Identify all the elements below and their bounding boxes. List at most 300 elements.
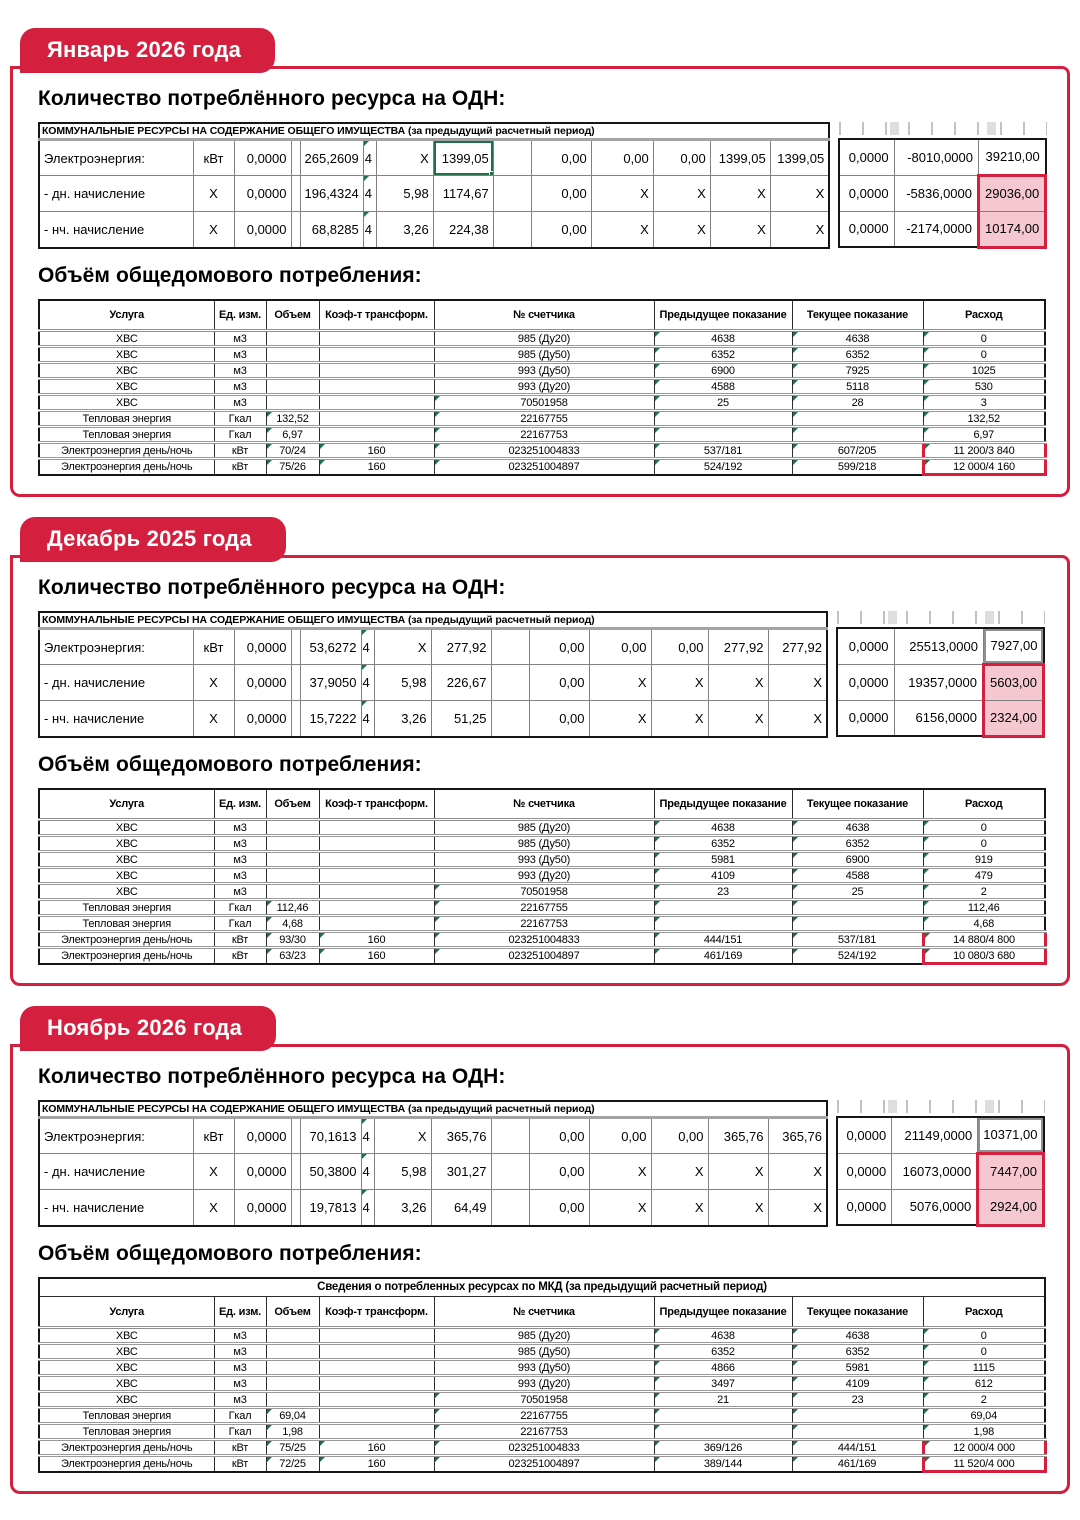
volume-cell: 4109: [654, 868, 792, 884]
odn-cell: 1399,05: [770, 140, 829, 176]
volume-cell: Тепловая энергия: [39, 427, 214, 443]
volume-cell: Тепловая энергия: [39, 1408, 214, 1424]
volume-cell: м3: [214, 1392, 266, 1408]
odn-cell: 4: [361, 701, 374, 737]
odn-right-cell: 39210,00: [978, 139, 1045, 175]
volume-cell: [319, 1408, 434, 1424]
volume-cell: 993 (Ду20): [434, 1376, 654, 1392]
volume-cell: 23: [792, 1392, 923, 1408]
volume-title: Объём общедомового потребления:: [38, 1241, 422, 1265]
volume-cell: 14 880/4 800: [923, 932, 1045, 948]
odn-right-cell: 29036,00: [978, 175, 1045, 211]
volume-cell: ХВС: [39, 395, 214, 411]
odn-cell: 265,2609: [300, 140, 363, 176]
odn-cell: [491, 665, 529, 701]
volume-cell: 369/126: [654, 1440, 792, 1456]
volume-row: [39, 1440, 1045, 1456]
gridline-ticks: [839, 122, 1047, 135]
volume-cell: 5981: [792, 1360, 923, 1376]
volume-row: [39, 916, 1045, 932]
volume-row: [39, 427, 1045, 443]
odn-cell: 1399,05: [710, 140, 770, 176]
odn-cell: 365,76: [768, 1118, 827, 1154]
volume-cell: 444/151: [654, 932, 792, 948]
volume-cell: ХВС: [39, 820, 214, 836]
volume-cell: [319, 820, 434, 836]
volume-cell: [266, 395, 319, 411]
odn-right-cell: 25513,0000: [894, 628, 983, 664]
odn-cell: [491, 701, 529, 737]
volume-cell: Электроэнергия день/ночь: [39, 932, 214, 948]
odn-cell: [291, 665, 300, 701]
volume-row: [39, 948, 1045, 964]
odn-right-cell: 0,0000: [839, 211, 894, 247]
odn-right-cell: 0,0000: [839, 139, 894, 175]
odn-cell: X: [589, 701, 651, 737]
odn-cell: 226,67: [431, 665, 491, 701]
volume-header-row: [39, 300, 1045, 331]
odn-cell: 68,8285: [300, 212, 363, 248]
volume-header-cell: № счетчика: [434, 789, 654, 820]
odn-cell: 277,92: [431, 629, 491, 665]
volume-header-cell: Текущее показание: [792, 300, 923, 331]
volume-cell: 160: [319, 1456, 434, 1472]
volume-cell: м3: [214, 836, 266, 852]
odn-cell: 196,4324: [300, 176, 363, 212]
volume-cell: [319, 395, 434, 411]
odn-cell: - нч. начисление: [39, 212, 193, 248]
volume-row: [39, 820, 1045, 836]
volume-cell: [319, 363, 434, 379]
odn-cell: 70,1613: [300, 1118, 361, 1154]
volume-cell: 6900: [792, 852, 923, 868]
volume-cell: [266, 836, 319, 852]
volume-row: [39, 900, 1045, 916]
odn-cell: X: [768, 701, 827, 737]
odn-right-cell: 6156,0000: [894, 700, 983, 736]
volume-cell: [319, 916, 434, 932]
odn-cell: [291, 629, 300, 665]
volume-cell: 985 (Ду20): [434, 331, 654, 347]
odn-right-row: [837, 1189, 1044, 1225]
volume-header-cell: № счетчика: [434, 1297, 654, 1328]
volume-cell: 023251004897: [434, 948, 654, 964]
volume-cell: 2: [923, 1392, 1045, 1408]
gridline-ticks: [837, 611, 1045, 624]
odn-cell: X: [193, 1154, 234, 1190]
volume-cell: ХВС: [39, 1392, 214, 1408]
odn-title: Количество потреблённого ресурса на ОДН:: [38, 87, 506, 110]
odn-cell: X: [708, 1154, 768, 1190]
volume-cell: [792, 1424, 923, 1440]
odn-cell: - дн. начисление: [39, 1154, 193, 1190]
odn-cell: 19,7813: [300, 1190, 361, 1226]
volume-cell: 160: [319, 1440, 434, 1456]
volume-cell: 69,04: [923, 1408, 1045, 1424]
odn-cell: 4: [361, 1118, 374, 1154]
odn-cell: 5,98: [376, 176, 433, 212]
odn-cell: 4: [361, 1154, 374, 1190]
volume-cell: [266, 1360, 319, 1376]
odn-right-cell: 0,0000: [837, 664, 894, 700]
odn-right-cell: 0,0000: [837, 1117, 892, 1153]
odn-cell: [291, 701, 300, 737]
odn-cell: 0,0000: [234, 701, 291, 737]
odn-cell: Электроэнергия:: [39, 1118, 193, 1154]
volume-cell: [319, 411, 434, 427]
volume-cell: 389/144: [654, 1456, 792, 1472]
volume-cell: 12 000/4 000: [923, 1440, 1045, 1456]
odn-cell: X: [193, 176, 234, 212]
volume-cell: 4638: [792, 820, 923, 836]
odn-right-cell: 0,0000: [837, 700, 894, 736]
volume-header-cell: Коэф-т трансформ.: [319, 300, 434, 331]
volume-cell: 985 (Ду20): [434, 1328, 654, 1344]
odn-header-row: [39, 1101, 827, 1118]
volume-cell: [792, 900, 923, 916]
volume-cell: Тепловая энергия: [39, 411, 214, 427]
period-section: [10, 1006, 1070, 1494]
volume-cell: 6352: [654, 347, 792, 363]
odn-cell: X: [710, 176, 770, 212]
volume-cell: 537/181: [654, 443, 792, 459]
odn-row: [39, 665, 827, 701]
odn-cell: 3,26: [374, 1190, 431, 1226]
volume-cell: [319, 347, 434, 363]
volume-row: [39, 852, 1045, 868]
volume-header-cell: Услуга: [39, 1297, 214, 1328]
odn-right-cell: -8010,0000: [894, 139, 978, 175]
volume-cell: 6,97: [266, 427, 319, 443]
volume-header-cell: Объем: [266, 789, 319, 820]
volume-cell: 6,97: [923, 427, 1045, 443]
volume-cell: [319, 868, 434, 884]
odn-cell: кВт: [193, 629, 234, 665]
volume-cell: 63/23: [266, 948, 319, 964]
volume-cell: 993 (Ду20): [434, 868, 654, 884]
volume-cell: 4638: [792, 1328, 923, 1344]
volume-cell: Электроэнергия день/ночь: [39, 948, 214, 964]
odn-cell: [493, 140, 531, 176]
volume-header-row: [39, 789, 1045, 820]
volume-cell: 22167753: [434, 916, 654, 932]
volume-row: [39, 411, 1045, 427]
odn-cell: [491, 1118, 529, 1154]
odn-cell: 0,00: [651, 629, 708, 665]
odn-right-cell: 2924,00: [978, 1189, 1044, 1225]
odn-cell: - нч. начисление: [39, 701, 193, 737]
period-panel: [10, 1044, 1070, 1494]
odn-right-row: [837, 1117, 1044, 1153]
odn-cell: 4: [363, 176, 376, 212]
odn-row: [39, 176, 829, 212]
odn-left-table: [38, 611, 828, 738]
volume-cell: [319, 1344, 434, 1360]
odn-cell: 64,49: [431, 1190, 491, 1226]
volume-cell: м3: [214, 868, 266, 884]
volume-header-cell: № счетчика: [434, 300, 654, 331]
volume-cell: м3: [214, 1328, 266, 1344]
volume-cell: [319, 1360, 434, 1376]
volume-cell: 23: [654, 884, 792, 900]
odn-title: Количество потреблённого ресурса на ОДН:: [38, 1065, 506, 1088]
volume-header-cell: Ед. изм.: [214, 300, 266, 331]
volume-cell: 023251004897: [434, 1456, 654, 1472]
volume-cell: 21: [654, 1392, 792, 1408]
volume-cell: 75/25: [266, 1440, 319, 1456]
volume-cell: 22167755: [434, 900, 654, 916]
volume-cell: ХВС: [39, 331, 214, 347]
volume-header-cell: Ед. изм.: [214, 1297, 266, 1328]
volume-cell: 4638: [654, 820, 792, 836]
odn-cell: 277,92: [768, 629, 827, 665]
volume-cell: м3: [214, 884, 266, 900]
odn-cell: X: [591, 176, 653, 212]
volume-header-cell: Расход: [923, 300, 1045, 331]
volume-row: [39, 1360, 1045, 1376]
volume-cell: Гкал: [214, 1424, 266, 1440]
volume-header-cell: Предыдущее показание: [654, 1297, 792, 1328]
odn-cell: X: [768, 665, 827, 701]
odn-right-cell: 16073,0000: [892, 1153, 978, 1189]
volume-row: [39, 347, 1045, 363]
volume-cell: [266, 379, 319, 395]
volume-cell: 0: [923, 331, 1045, 347]
odn-cell: X: [651, 665, 708, 701]
period-panel: [10, 66, 1070, 497]
odn-right-row: [839, 211, 1046, 247]
odn-right-cell: 5603,00: [983, 664, 1043, 700]
odn-cell: 15,7222: [300, 701, 361, 737]
volume-header-cell: Предыдущее показание: [654, 300, 792, 331]
volume-cell: 4588: [792, 868, 923, 884]
odn-cell: [493, 176, 531, 212]
volume-row: [39, 459, 1045, 475]
odn-cell: [291, 212, 300, 248]
volume-row: [39, 1408, 1045, 1424]
volume-cell: [319, 1392, 434, 1408]
volume-cell: [266, 1376, 319, 1392]
odn-cell: X: [708, 701, 768, 737]
odn-right: [836, 1100, 1045, 1227]
odn-cell: кВт: [193, 140, 234, 176]
volume-cell: кВт: [214, 443, 266, 459]
volume-cell: [792, 411, 923, 427]
volume-cell: 4,68: [266, 916, 319, 932]
volume-cell: [319, 884, 434, 900]
odn-row: [39, 701, 827, 737]
odn-cell: 1174,67: [433, 176, 493, 212]
volume-cell: [654, 916, 792, 932]
odn-cell: [491, 629, 529, 665]
odn-cell: 5,98: [374, 665, 431, 701]
volume-cell: 6900: [654, 363, 792, 379]
volume-cell: [654, 1408, 792, 1424]
odn-cell: X: [651, 1190, 708, 1226]
volume-cell: 5118: [792, 379, 923, 395]
volume-cell: Электроэнергия день/ночь: [39, 443, 214, 459]
volume-row: [39, 932, 1045, 948]
volume-cell: ХВС: [39, 852, 214, 868]
odn-right-table: [836, 1116, 1045, 1227]
odn-right-row: [837, 1153, 1044, 1189]
volume-header-cell: Услуга: [39, 300, 214, 331]
odn-right-cell: -5836,0000: [894, 175, 978, 211]
odn-cell: [491, 1190, 529, 1226]
volume-cell: 530: [923, 379, 1045, 395]
volume-cell: 4638: [654, 1328, 792, 1344]
odn-tables: [38, 122, 1054, 249]
volume-header-cell: Расход: [923, 1297, 1045, 1328]
odn-cell: 4: [361, 665, 374, 701]
odn-right-table: [838, 138, 1047, 249]
volume-cell: 919: [923, 852, 1045, 868]
volume-header-cell: Предыдущее показание: [654, 789, 792, 820]
volume-cell: 28: [792, 395, 923, 411]
odn-cell: X: [193, 701, 234, 737]
volume-cell: [319, 1376, 434, 1392]
volume-cell: 70501958: [434, 395, 654, 411]
volume-cell: Гкал: [214, 916, 266, 932]
odn-cell: 0,00: [653, 140, 710, 176]
odn-cell: 50,3800: [300, 1154, 361, 1190]
volume-row: [39, 1376, 1045, 1392]
volume-cell: м3: [214, 852, 266, 868]
volume-cell: м3: [214, 331, 266, 347]
odn-cell: 4: [363, 212, 376, 248]
odn-cell: 0,00: [531, 212, 591, 248]
volume-cell: 112,46: [266, 900, 319, 916]
odn-cell: X: [770, 176, 829, 212]
odn-cell: 53,6272: [300, 629, 361, 665]
volume-cell: 160: [319, 443, 434, 459]
odn-cell: 0,0000: [234, 629, 291, 665]
odn-cell: X: [591, 212, 653, 248]
odn-right-cell: 0,0000: [837, 1153, 892, 1189]
odn-right-cell: 0,0000: [837, 1189, 892, 1225]
volume-cell: 3497: [654, 1376, 792, 1392]
volume-cell: 160: [319, 948, 434, 964]
odn-cell: X: [651, 701, 708, 737]
volume-cell: 70501958: [434, 1392, 654, 1408]
volume-cell: [319, 379, 434, 395]
odn-cell: 1399,05: [433, 140, 493, 176]
volume-cell: 4638: [792, 331, 923, 347]
period-badge: Декабрь 2025 года: [20, 517, 286, 562]
odn-cell: X: [708, 665, 768, 701]
volume-cell: [266, 1328, 319, 1344]
volume-cell: 985 (Ду50): [434, 836, 654, 852]
odn-row: [39, 212, 829, 248]
volume-cell: 4,68: [923, 916, 1045, 932]
volume-cell: 25: [654, 395, 792, 411]
odn-row: [39, 629, 827, 665]
odn-cell: X: [653, 176, 710, 212]
odn-cell: 301,27: [431, 1154, 491, 1190]
volume-cell: 0: [923, 836, 1045, 852]
volume-cell: м3: [214, 1376, 266, 1392]
odn-cell: [291, 1190, 300, 1226]
volume-cell: 985 (Ду50): [434, 1344, 654, 1360]
odn-cell: X: [374, 629, 431, 665]
odn-right-table: [836, 627, 1045, 738]
volume-header-cell: Расход: [923, 789, 1045, 820]
volume-cell: [319, 900, 434, 916]
odn-cell: Электроэнергия:: [39, 140, 193, 176]
odn-cell: 4: [361, 629, 374, 665]
volume-cell: м3: [214, 1360, 266, 1376]
volume-cell: [266, 868, 319, 884]
period-section: [10, 28, 1070, 497]
odn-cell: 0,00: [591, 140, 653, 176]
odn-cell: X: [589, 665, 651, 701]
volume-cell: 985 (Ду20): [434, 820, 654, 836]
odn-cell: X: [768, 1190, 827, 1226]
volume-cell: 22167753: [434, 427, 654, 443]
volume-cell: 6352: [654, 1344, 792, 1360]
odn-table-header: КОММУНАЛЬНЫЕ РЕСУРСЫ НА СОДЕРЖАНИЕ ОБЩЕГО ИМУЩЕСТВА (за предыдущий расчетный период): [39, 1101, 827, 1118]
volume-cell: [266, 852, 319, 868]
odn-cell: 0,00: [531, 140, 591, 176]
odn-right-cell: 7447,00: [978, 1153, 1044, 1189]
volume-cell: [792, 427, 923, 443]
volume-cell: 132,52: [923, 411, 1045, 427]
volume-cell: м3: [214, 363, 266, 379]
volume-header-cell: Коэф-т трансформ.: [319, 789, 434, 820]
volume-header-cell: Услуга: [39, 789, 214, 820]
odn-right: [836, 611, 1045, 738]
volume-cell: 72/25: [266, 1456, 319, 1472]
odn-cell: 0,00: [529, 629, 589, 665]
volume-row: [39, 1424, 1045, 1440]
odn-cell: 0,0000: [234, 176, 291, 212]
volume-cell: [792, 916, 923, 932]
volume-cell: Гкал: [214, 900, 266, 916]
odn-cell: X: [710, 212, 770, 248]
volume-cell: м3: [214, 347, 266, 363]
volume-cell: 160: [319, 459, 434, 475]
volume-row: [39, 331, 1045, 347]
odn-cell: 0,0000: [234, 1118, 291, 1154]
odn-cell: - нч. начисление: [39, 1190, 193, 1226]
volume-cell: 25: [792, 884, 923, 900]
volume-cell: кВт: [214, 1456, 266, 1472]
volume-cell: Электроэнергия день/ночь: [39, 1456, 214, 1472]
volume-cell: [319, 1328, 434, 1344]
volume-cell: 69,04: [266, 1408, 319, 1424]
volume-cell: [654, 427, 792, 443]
odn-cell: 0,0000: [234, 140, 291, 176]
odn-cell: 0,00: [529, 665, 589, 701]
odn-cell: X: [376, 140, 433, 176]
volume-cell: 444/151: [792, 1440, 923, 1456]
volume-row: [39, 379, 1045, 395]
odn-cell: 0,0000: [234, 212, 291, 248]
odn-cell: [291, 1154, 300, 1190]
volume-cell: 0: [923, 820, 1045, 836]
odn-right-row: [839, 139, 1046, 175]
volume-cell: 2: [923, 884, 1045, 900]
odn-right-cell: 0,0000: [837, 628, 894, 664]
volume-cell: Гкал: [214, 427, 266, 443]
odn-cell: 0,0000: [234, 665, 291, 701]
odn-cell: 4: [361, 1190, 374, 1226]
volume-cell: [654, 411, 792, 427]
volume-cell: ХВС: [39, 363, 214, 379]
odn-row: [39, 140, 829, 176]
odn-right-cell: 19357,0000: [894, 664, 983, 700]
volume-cell: 70/24: [266, 443, 319, 459]
